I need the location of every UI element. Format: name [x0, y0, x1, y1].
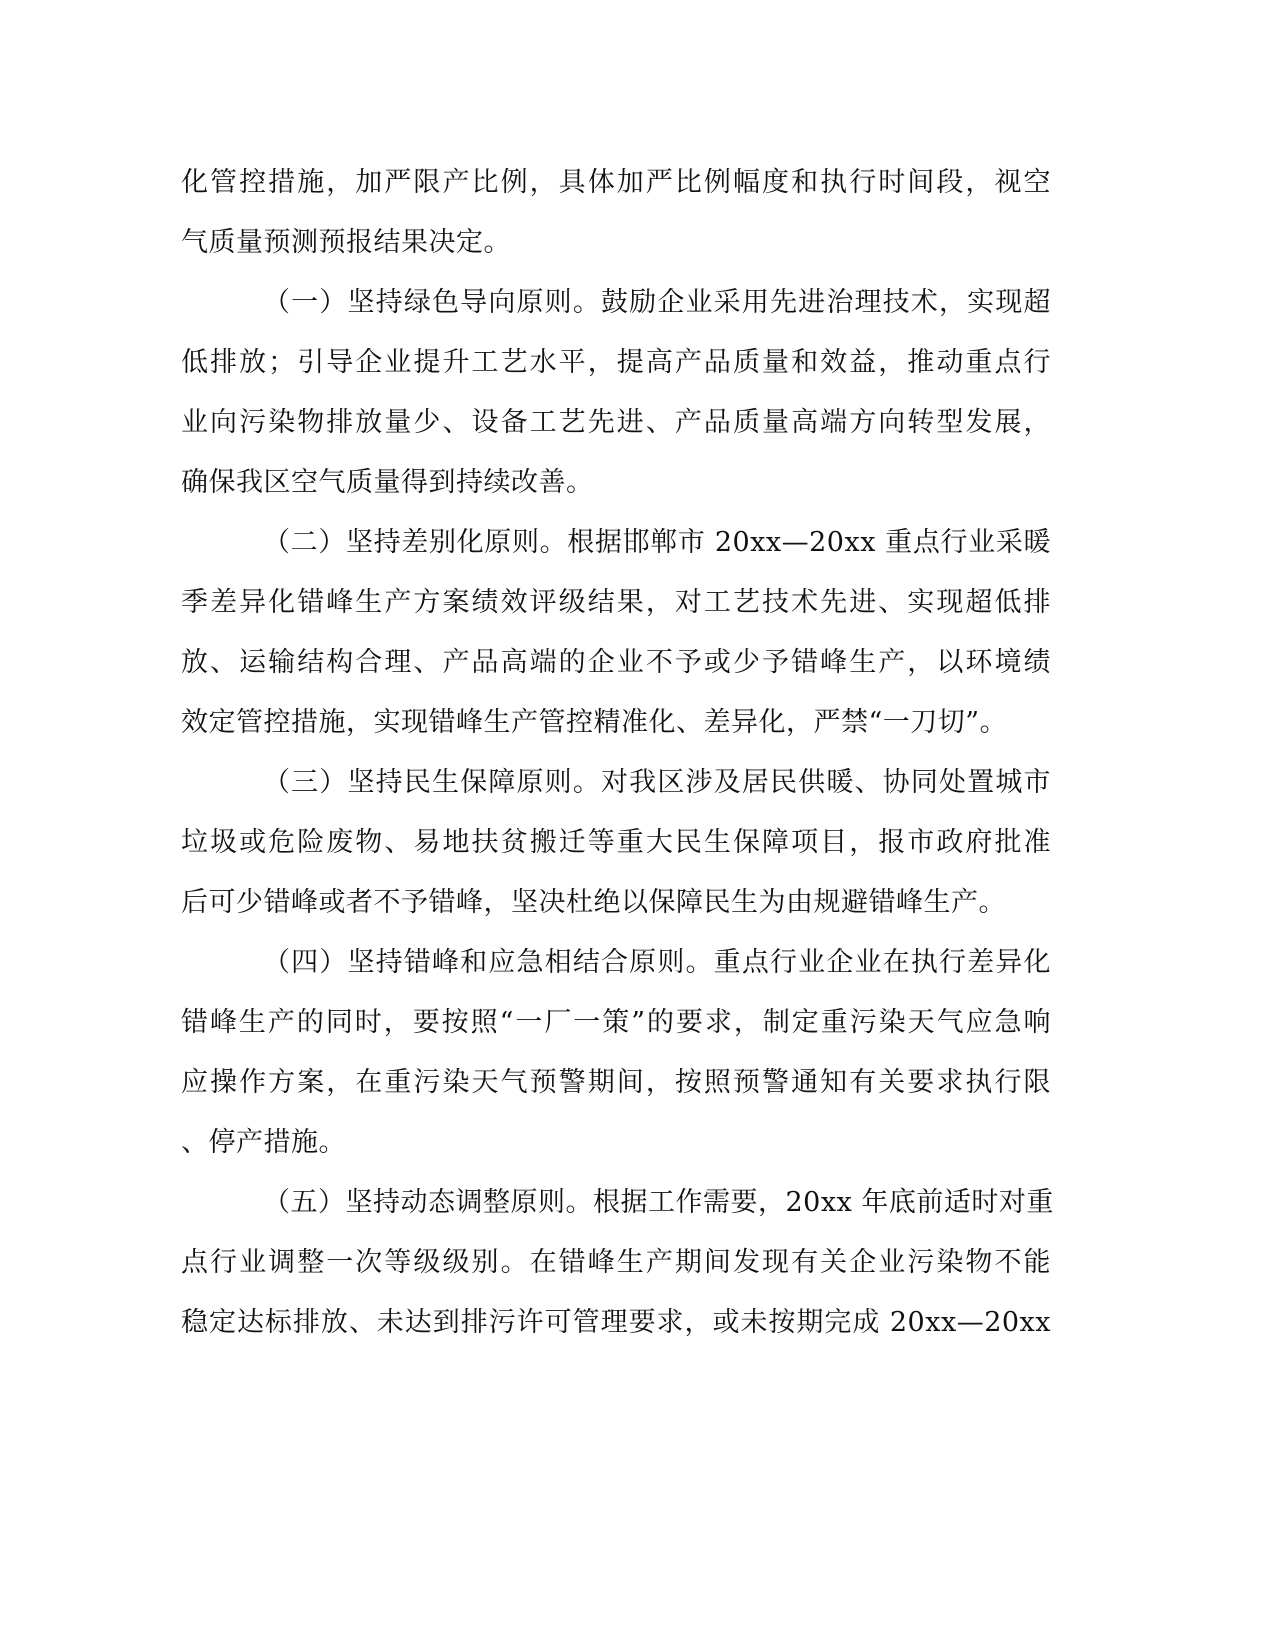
text-line: 点行业调整一次等级级别。在错峰生产期间发现有关企业污染物不能: [181, 1247, 1051, 1278]
text-line: 错峰生产的同时，要按照“一厂一策”的要求，制定重污染天气应急响: [181, 1007, 1051, 1038]
paragraph-first-line: （一）坚持绿色导向原则。鼓励企业采用先进治理技术，实现超: [263, 287, 1051, 318]
text-line: 、停产措施。: [181, 1127, 346, 1158]
paragraph-first-line: （四）坚持错峰和应急相结合原则。重点行业企业在执行差异化: [263, 947, 1051, 978]
text-line: 季差异化错峰生产方案绩效评级结果，对工艺技术先进、实现超低排: [181, 587, 1051, 618]
text-line: 垃圾或危险废物、易地扶贫搬迁等重大民生保障项目，报市政府批准: [181, 827, 1051, 858]
text-line: 低排放；引导企业提升工艺水平，提高产品质量和效益，推动重点行: [181, 347, 1051, 378]
text-line: 应操作方案，在重污染天气预警期间，按照预警通知有关要求执行限: [181, 1067, 1051, 1098]
text-line: 稳定达标排放、未达到排污许可管理要求，或未按期完成 20xx—20xx: [181, 1307, 1051, 1338]
document-body: [181, 153, 1054, 1353]
paragraph-first-line: （二）坚持差别化原则。根据邯郸市 20xx—20xx 重点行业采暖: [263, 527, 1051, 558]
text-line: 效定管控措施，实现错峰生产管控精准化、差异化，严禁“一刀切”。: [181, 707, 1008, 738]
text-line: 气质量预测预报结果决定。: [181, 227, 511, 258]
text-line: 业向污染物排放量少、设备工艺先进、产品质量高端方向转型发展，: [181, 407, 1051, 438]
paragraph-first-line: （五）坚持动态调整原则。根据工作需要，20xx 年底前适时对重: [263, 1187, 1054, 1218]
paragraph-first-line: （三）坚持民生保障原则。对我区涉及居民供暖、协同处置城市: [263, 767, 1051, 798]
text-line: 后可少错峰或者不予错峰，坚决杜绝以保障民生为由规避错峰生产。: [181, 887, 1006, 918]
text-line: 确保我区空气质量得到持续改善。: [181, 467, 594, 498]
text-line: 化管控措施，加严限产比例，具体加严比例幅度和执行时间段，视空: [181, 167, 1051, 198]
text-line: 放、运输结构合理、产品高端的企业不予或少予错峰生产，以环境绩: [181, 647, 1051, 678]
